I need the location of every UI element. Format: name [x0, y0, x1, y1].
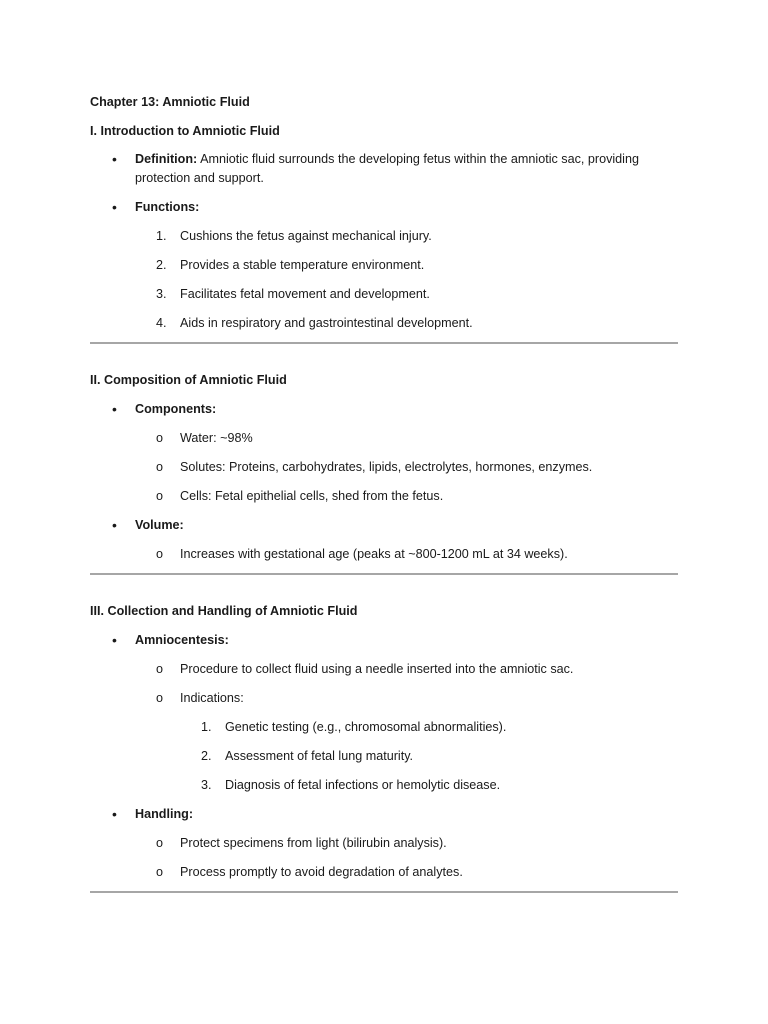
- components-label: Components:: [135, 402, 217, 416]
- volume-text: Increases with gestational age (peaks at ~800-1200 mL at 34 weeks).: [180, 547, 568, 561]
- list-item-function: [90, 284, 678, 304]
- sub-bullet-marker: o: [156, 836, 164, 850]
- number-marker: 3.: [156, 287, 167, 301]
- section-heading-introduction: I. Introduction to Amniotic Fluid: [90, 124, 280, 138]
- functions-label: Functions:: [135, 200, 200, 214]
- list-item-function: [90, 226, 678, 246]
- chapter-title: Chapter 13: Amniotic Fluid: [90, 95, 250, 109]
- sub-bullet-marker: o: [156, 691, 164, 705]
- list-item-handling-detail: [90, 833, 678, 853]
- list-item-indication: [90, 717, 678, 737]
- bullet-marker: •: [112, 401, 117, 417]
- list-item-function: [90, 313, 678, 333]
- handling-text: Process promptly to avoid degradation of analytes.: [180, 865, 463, 879]
- list-item-handling: [90, 804, 678, 824]
- list-item-volume: [90, 515, 678, 535]
- section-divider: [90, 573, 678, 575]
- definition-text: Amniotic fluid surrounds the developing fetus within the amniotic sac, providing protection and support.: [135, 152, 639, 185]
- list-item-handling-detail: [90, 862, 678, 882]
- bullet-marker: •: [112, 517, 117, 533]
- number-marker: 2.: [201, 749, 212, 763]
- list-item-component: [90, 457, 678, 477]
- indications-label: Indications:: [180, 691, 244, 705]
- list-item-indications: [90, 688, 678, 708]
- sub-bullet-marker: o: [156, 547, 164, 561]
- list-item-component: [90, 428, 678, 448]
- handling-label: Handling:: [135, 807, 194, 821]
- list-item-amniocentesis: [90, 630, 678, 650]
- amniocentesis-label: Amniocentesis:: [135, 633, 229, 647]
- component-text: Solutes: Proteins, carbohydrates, lipids, electrolytes, hormones, enzymes.: [180, 460, 593, 474]
- section-divider: [90, 342, 678, 344]
- section-heading-composition: II. Composition of Amniotic Fluid: [90, 373, 287, 387]
- bullet-marker: •: [112, 632, 117, 648]
- sub-bullet-marker: o: [156, 431, 164, 445]
- volume-label: Volume:: [135, 518, 184, 532]
- list-item-components: [90, 399, 678, 419]
- sub-bullet-marker: o: [156, 865, 164, 879]
- number-marker: 1.: [156, 229, 167, 243]
- sub-bullet-marker: o: [156, 489, 164, 503]
- number-marker: 3.: [201, 778, 212, 792]
- list-item-indication: [90, 746, 678, 766]
- list-item-functions: [90, 197, 678, 217]
- bullet-marker: •: [112, 806, 117, 822]
- definition-label: Definition:: [135, 152, 198, 166]
- number-marker: 4.: [156, 316, 167, 330]
- list-item-volume-detail: [90, 544, 678, 564]
- list-item-component: [90, 486, 678, 506]
- sub-bullet-marker: o: [156, 460, 164, 474]
- number-marker: 2.: [156, 258, 167, 272]
- component-text: Cells: Fetal epithelial cells, shed from the fetus.: [180, 489, 444, 503]
- function-text: Provides a stable temperature environment.: [180, 258, 425, 272]
- indication-text: Diagnosis of fetal infections or hemolytic disease.: [225, 778, 501, 792]
- bullet-marker: •: [112, 151, 117, 167]
- list-item-procedure: [90, 659, 678, 679]
- list-item-function: [90, 255, 678, 275]
- function-text: Facilitates fetal movement and development.: [180, 287, 430, 301]
- function-text: Aids in respiratory and gastrointestinal development.: [180, 316, 473, 330]
- section-heading-collection: III. Collection and Handling of Amniotic Fluid: [90, 604, 358, 618]
- number-marker: 1.: [201, 720, 212, 734]
- list-item-indication: [90, 775, 678, 795]
- handling-text: Protect specimens from light (bilirubin analysis).: [180, 836, 447, 850]
- function-text: Cushions the fetus against mechanical injury.: [180, 229, 432, 243]
- bullet-marker: •: [112, 199, 117, 215]
- sub-bullet-marker: o: [156, 662, 164, 676]
- indication-text: Genetic testing (e.g., chromosomal abnormalities).: [225, 720, 507, 734]
- list-item-definition: [90, 150, 678, 188]
- section-divider: [90, 891, 678, 893]
- procedure-text: Procedure to collect fluid using a needle inserted into the amniotic sac.: [180, 662, 574, 676]
- component-text: Water: ~98%: [180, 431, 253, 445]
- indication-text: Assessment of fetal lung maturity.: [225, 749, 414, 763]
